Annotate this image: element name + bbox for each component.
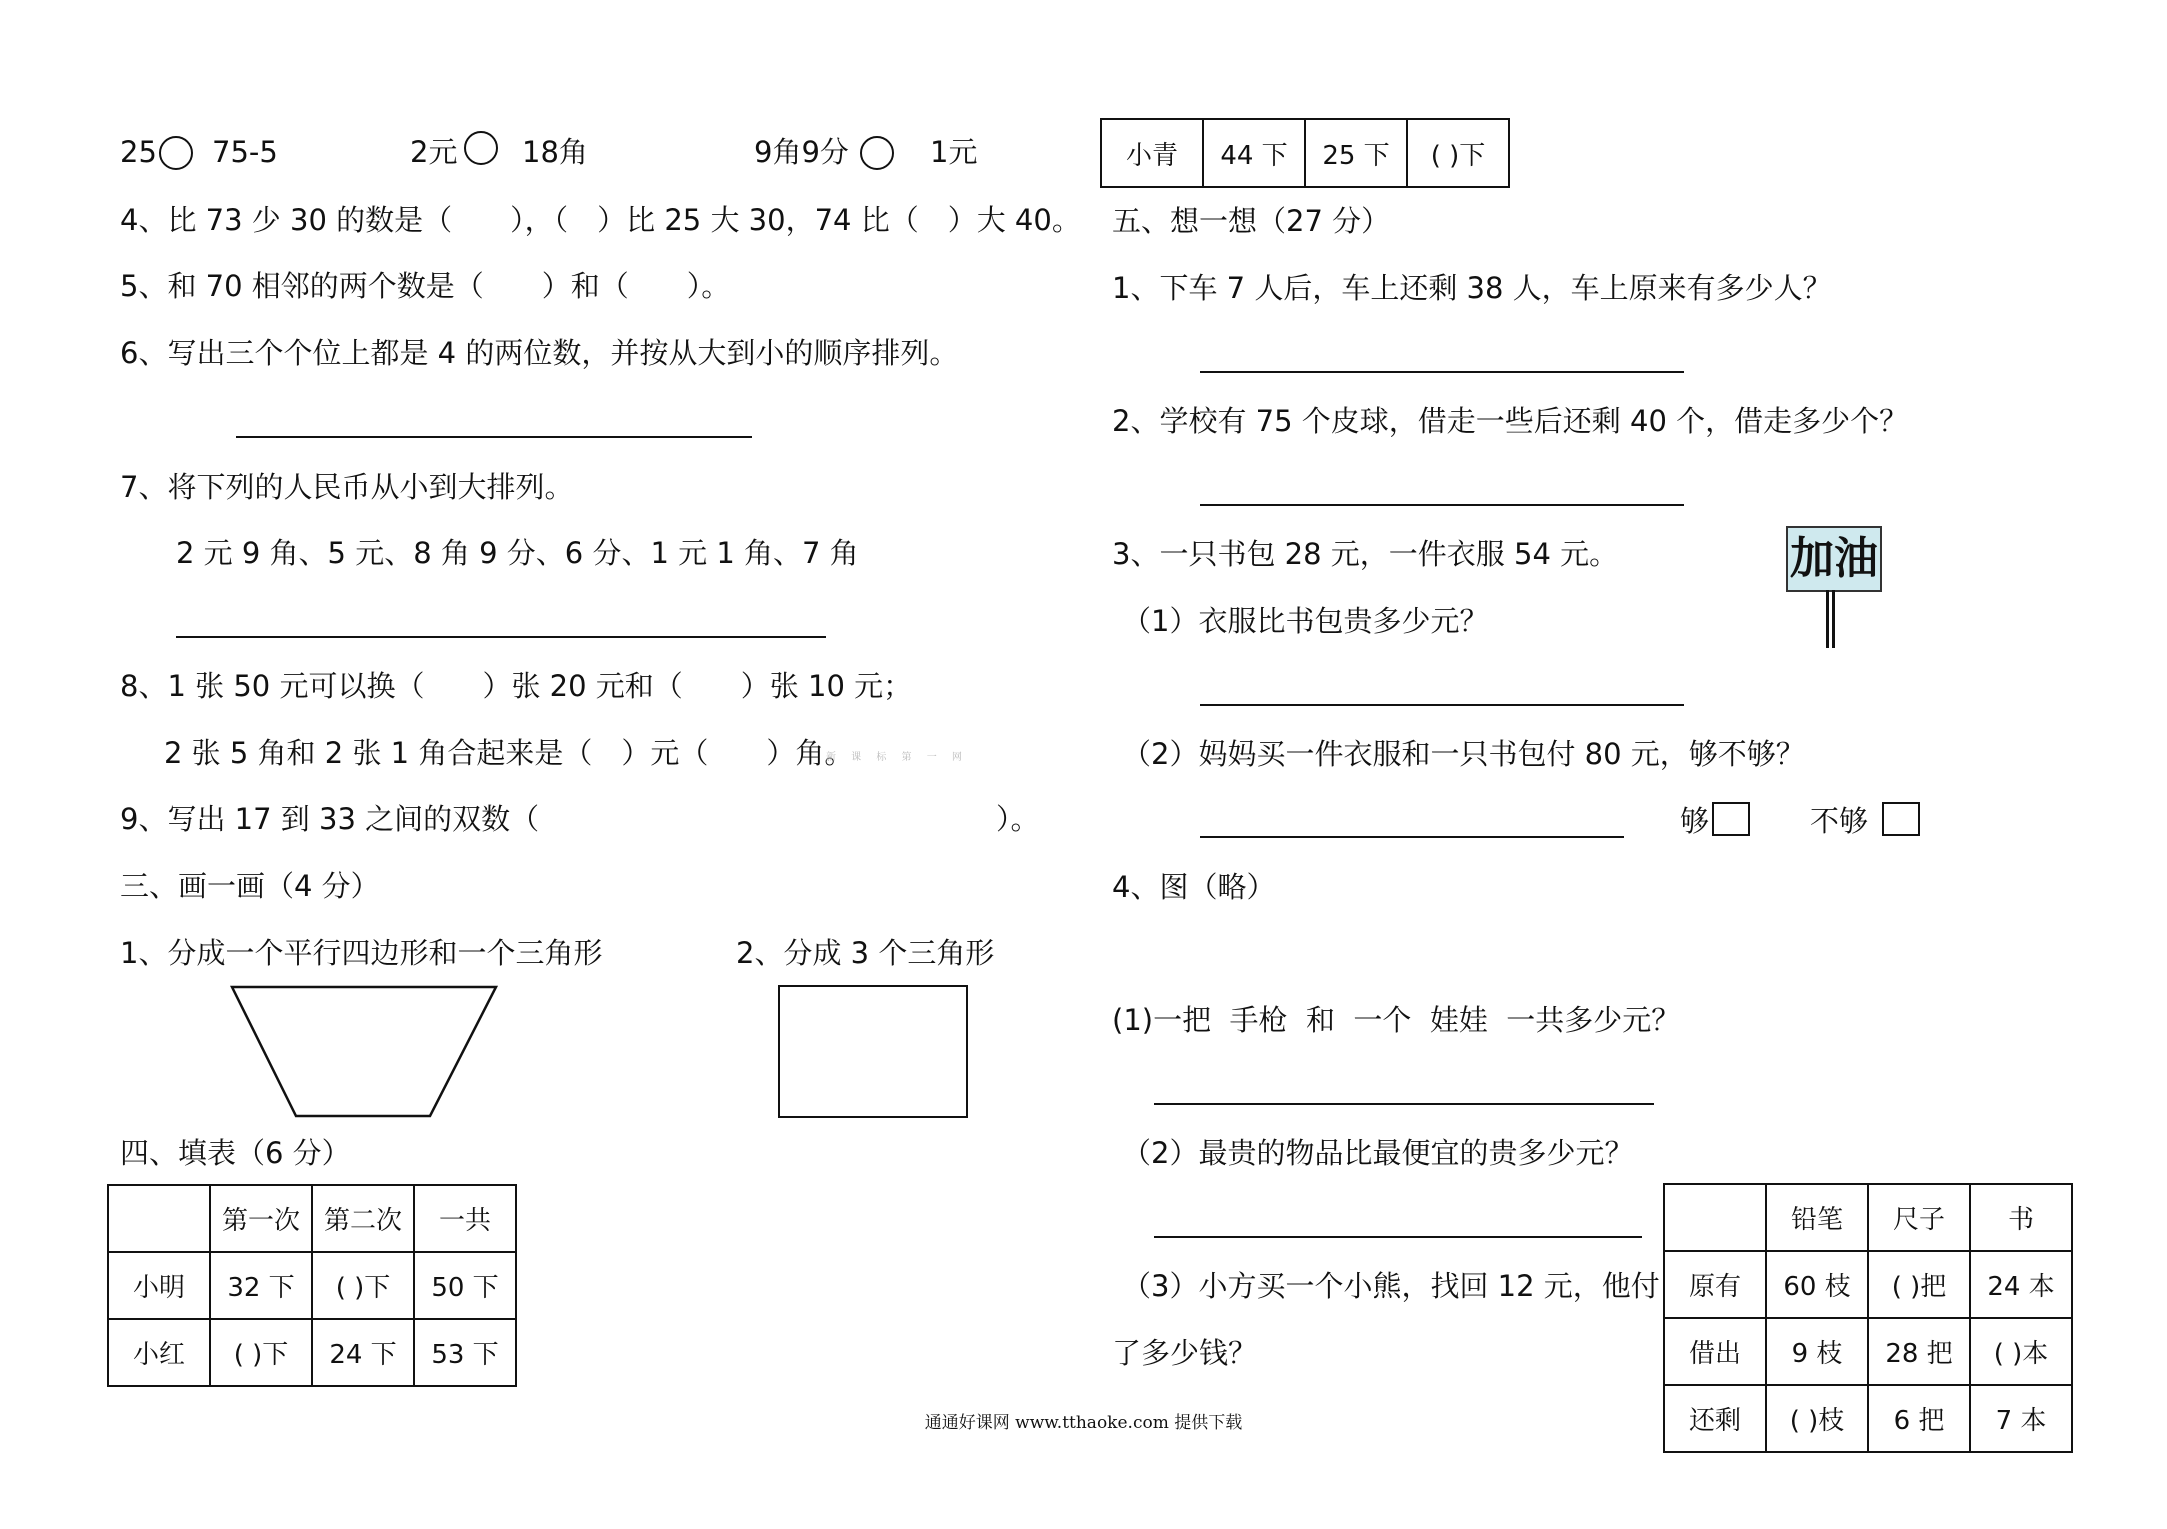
answer-line-q7[interactable] <box>176 636 826 638</box>
compare-3-left: 9角9分 <box>754 135 849 169</box>
table-cell: 32 下 <box>210 1252 312 1319</box>
answer-line-p4-1[interactable] <box>1154 1103 1654 1105</box>
compare-circle-2[interactable] <box>464 131 498 165</box>
table-header-cell: 尺子 <box>1868 1184 1970 1251</box>
table-header-cell <box>1664 1184 1766 1251</box>
table-header-cell: 书 <box>1970 1184 2072 1251</box>
table-header-cell: 第二次 <box>312 1185 414 1252</box>
compare-circle-1[interactable] <box>159 136 193 170</box>
table-row-label: 小青 <box>1101 119 1203 187</box>
answer-line-p2[interactable] <box>1200 504 1684 506</box>
not-enough-checkbox[interactable] <box>1882 802 1920 836</box>
sign-pole <box>1826 590 1829 648</box>
answer-line-p3-1[interactable] <box>1200 704 1684 706</box>
question-9-start: 9、写出 17 到 33 之间的双数（ <box>120 802 540 836</box>
answer-line-p4-2[interactable] <box>1154 1236 1642 1238</box>
table-cell-blank[interactable]: ( )枝 <box>1766 1385 1868 1452</box>
enough-checkbox[interactable] <box>1712 802 1750 836</box>
footer-credit: 通通好课网 www.tthaoke.com 提供下载 <box>924 1413 1243 1433</box>
compare-1-left: 25 <box>120 135 157 169</box>
trapezoid-shape[interactable] <box>230 985 500 1120</box>
table-row-label: 借出 <box>1664 1318 1766 1385</box>
table-cell: 24 下 <box>312 1319 414 1386</box>
table-header-cell: 铅笔 <box>1766 1184 1868 1251</box>
problem-4-3-line-2: 了多少钱？ <box>1112 1336 1258 1370</box>
question-6: 6、写出三个个位上都是 4 的两位数，并按从大到小的顺序排列。 <box>120 336 959 370</box>
table-header-cell: 一共 <box>414 1185 516 1252</box>
problem-4-3-line-1: （3）小方买一个小熊，找回 12 元，他付 <box>1122 1269 1660 1303</box>
table-cell: 24 本 <box>1970 1251 2072 1318</box>
answer-line-p3-2[interactable] <box>1200 836 1624 838</box>
table-cell: 60 枝 <box>1766 1251 1868 1318</box>
not-enough-label: 不够 <box>1810 804 1869 838</box>
section-3-title: 三、画一画（4 分） <box>120 869 380 903</box>
table-cell-blank[interactable]: ( )本 <box>1970 1318 2072 1385</box>
problem-4-1: (1)一把 手枪 和 一个 娃娃 一共多少元？ <box>1112 1003 1681 1037</box>
table-row-label: 原有 <box>1664 1251 1766 1318</box>
problem-4: 4、图（略） <box>1112 870 1276 904</box>
table-cell-blank[interactable]: ( )下 <box>312 1252 414 1319</box>
answer-line-p1[interactable] <box>1200 371 1684 373</box>
compare-circle-3[interactable] <box>860 136 894 170</box>
rectangle-shape[interactable] <box>778 985 968 1118</box>
watermark: 新 课 标 第 一 网 <box>826 752 968 763</box>
compare-3-right: 1元 <box>930 135 978 169</box>
table-cell: 7 本 <box>1970 1385 2072 1452</box>
problem-3-2: （2）妈妈买一件衣服和一只书包付 80 元，够不够？ <box>1122 737 1805 771</box>
fill-table-left <box>107 1184 517 1387</box>
cheer-sign: 加油 <box>1786 526 1882 592</box>
sign-pole <box>1832 590 1835 648</box>
section-5-title: 五、想一想（27 分） <box>1112 204 1391 238</box>
table-row-label: 小明 <box>108 1252 210 1319</box>
question-8-line-2: 2 张 5 角和 2 张 1 角合起来是（ ）元（ ）角。 <box>164 736 854 770</box>
table-header-cell: 第一次 <box>210 1185 312 1252</box>
table-cell: 9 枝 <box>1766 1318 1868 1385</box>
section-4-title: 四、填表（6 分） <box>120 1136 351 1170</box>
table-cell-blank[interactable]: ( )下 <box>210 1319 312 1386</box>
table-continuation-row <box>1100 118 1510 188</box>
problem-3: 3、一只书包 28 元，一件衣服 54 元。 <box>1112 537 1619 571</box>
question-4: 4、比 73 少 30 的数是（ ），（ ）比 25 大 30，74 比（ ）大 40。 <box>120 203 1081 237</box>
question-7-items: 2 元 9 角、5 元、8 角 9 分、6 分、1 元 1 角、7 角 <box>176 536 859 570</box>
table-cell-blank[interactable]: ( )下 <box>1407 119 1509 187</box>
table-cell: 44 下 <box>1203 119 1305 187</box>
table-cell: 50 下 <box>414 1252 516 1319</box>
compare-2-left: 2元 <box>410 135 458 169</box>
problem-2: 2、学校有 75 个皮球，借走一些后还剩 40 个，借走多少个？ <box>1112 404 1909 438</box>
table-cell-blank[interactable]: ( )把 <box>1868 1251 1970 1318</box>
problem-4-2: （2）最贵的物品比最便宜的贵多少元？ <box>1122 1136 1634 1170</box>
question-7: 7、将下列的人民币从小到大排列。 <box>120 470 574 504</box>
table-cell: 6 把 <box>1868 1385 1970 1452</box>
table-cell: 28 把 <box>1868 1318 1970 1385</box>
answer-line-q6[interactable] <box>236 436 752 438</box>
enough-label: 够 <box>1680 804 1710 838</box>
table-header-cell <box>108 1185 210 1252</box>
question-5: 5、和 70 相邻的两个数是（ ）和（ ）。 <box>120 269 731 303</box>
table-row-label: 还剩 <box>1664 1385 1766 1452</box>
table-row-label: 小红 <box>108 1319 210 1386</box>
problem-3-1: （1）衣服比书包贵多少元？ <box>1122 604 1489 638</box>
table-cell: 25 下 <box>1305 119 1407 187</box>
draw-task-2: 2、分成 3 个三角形 <box>736 936 995 970</box>
table-cell: 53 下 <box>414 1319 516 1386</box>
question-8-line-1: 8、1 张 50 元可以换（ ）张 20 元和（ ）张 10 元； <box>120 669 913 703</box>
compare-2-right: 18角 <box>522 135 588 169</box>
problem-1: 1、下车 7 人后，车上还剩 38 人，车上原来有多少人？ <box>1112 271 1832 305</box>
compare-1-right: 75-5 <box>212 135 278 169</box>
draw-task-1: 1、分成一个平行四边形和一个三角形 <box>120 936 603 970</box>
question-9-end: ）。 <box>996 802 1040 836</box>
